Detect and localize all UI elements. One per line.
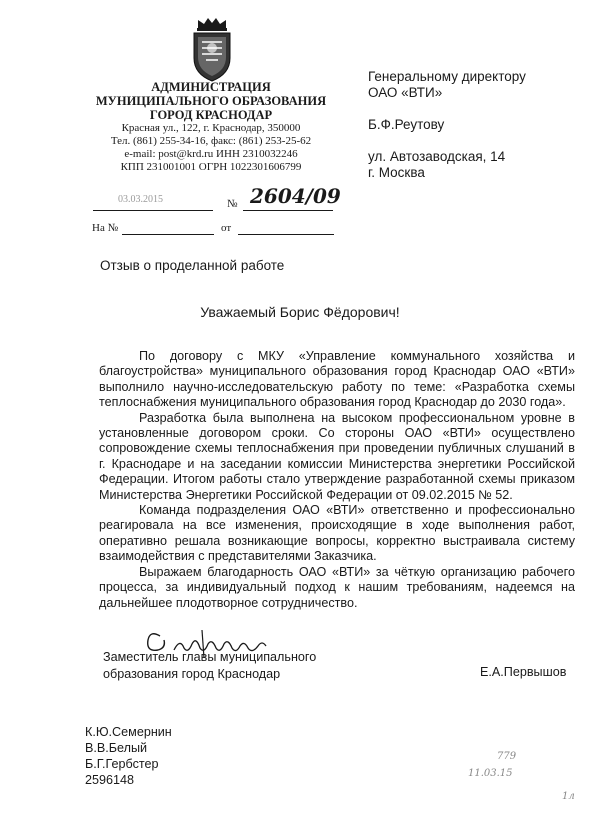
recipient-line: Генеральному директору [368,69,526,84]
executors-list [85,724,172,788]
reply-number-line [122,234,214,235]
recipient-line: г. Москва [368,165,425,180]
body-paragraph: По договору с МКУ «Управление коммунального хозяйства и благоустройства» муниципального образования город Краснодар ОАО «ВТИ» выполнило научно-исследовательскую работу по теме: «Разработка схемы теплоснабжения муниципального образования город Краснодар до 2030 года». [99,349,575,410]
margin-note: 11.03.15 [468,768,513,779]
reg-date-line [93,210,213,211]
reply-date-line [238,234,334,235]
margin-note: 779 [497,751,517,762]
recipient-block [368,69,588,181]
reg-number-line [243,210,333,211]
recipient-line: ул. Автозаводская, 14 [368,149,506,164]
reg-date-handwritten: 03.03.2015 [118,194,163,205]
letter-subject: Отзыв о проделанной работе [100,258,285,273]
body-paragraph: Выражаем благодарность ОАО «ВТИ» за чёткую организацию рабочего процесса, за индивидуальный подход к нашим требованиям, надеемся на дальнейшее плодотворное сотрудничество. [99,564,575,610]
executor-phone: 2596148 [85,773,135,787]
letter-body [99,349,575,611]
recipient-line [368,133,588,149]
recipient-line [368,101,588,117]
letter-greeting: Уважаемый Борис Фёдорович! [200,304,400,320]
reply-label: На № [92,222,119,234]
body-paragraph: Разработка была выполнена на высоком профессиональном уровне в установленные договором сроки. Со стороны ОАО «ВТИ» осуществлено сопровождение схемы теплоснабжения при проведении публичных слушаний в г. Краснодаре и на заседании комиссии Министерства энергетики Российской Федерации. Итогом работы стало утверждение разработанной схемы приказом Министерства Энергетики Российской Федерации от 09.02.2015 № 52. [99,410,575,502]
from-label: от [221,222,232,234]
coat-of-arms-icon [186,18,238,82]
recipient-line: ОАО «ВТИ» [368,85,443,100]
organization-name: АДМИНИСТРАЦИЯ МУНИЦИПАЛЬНОГО ОБРАЗОВАНИЯ ГОРОД КРАСНОДАР [95,80,327,122]
signatory-name: Е.А.Первышов [480,665,567,679]
body-paragraph: Команда подразделения ОАО «ВТИ» ответственно и профессионально реагировала на все изменения, происходящие в ходе выполнения работ, оперативно решала возникающие вопросы, корректно выстраивала систему взаимодействия с представителями Заказчика. [99,503,575,564]
margin-note: 1л [562,791,575,802]
executor-line: Б.Г.Гербстер [85,757,159,771]
reg-number-handwritten: 2604/09 [250,184,341,208]
executor-line: К.Ю.Семернин [85,725,172,739]
recipient-line: Б.Ф.Реутову [368,117,445,132]
executor-line: В.В.Белый [85,741,148,755]
number-label: № [227,198,238,210]
signatory-title: Заместитель главы муниципального образования город Краснодар [103,650,317,681]
organization-address: Красная ул., 122, г. Краснодар, 350000 Тел. (861) 255-34-16, факс: (861) 253-25-62 e-mail: post@krd.ru ИНН 2310032246 КПП 231001001 ОГРН 1022301606799 [110,122,312,173]
